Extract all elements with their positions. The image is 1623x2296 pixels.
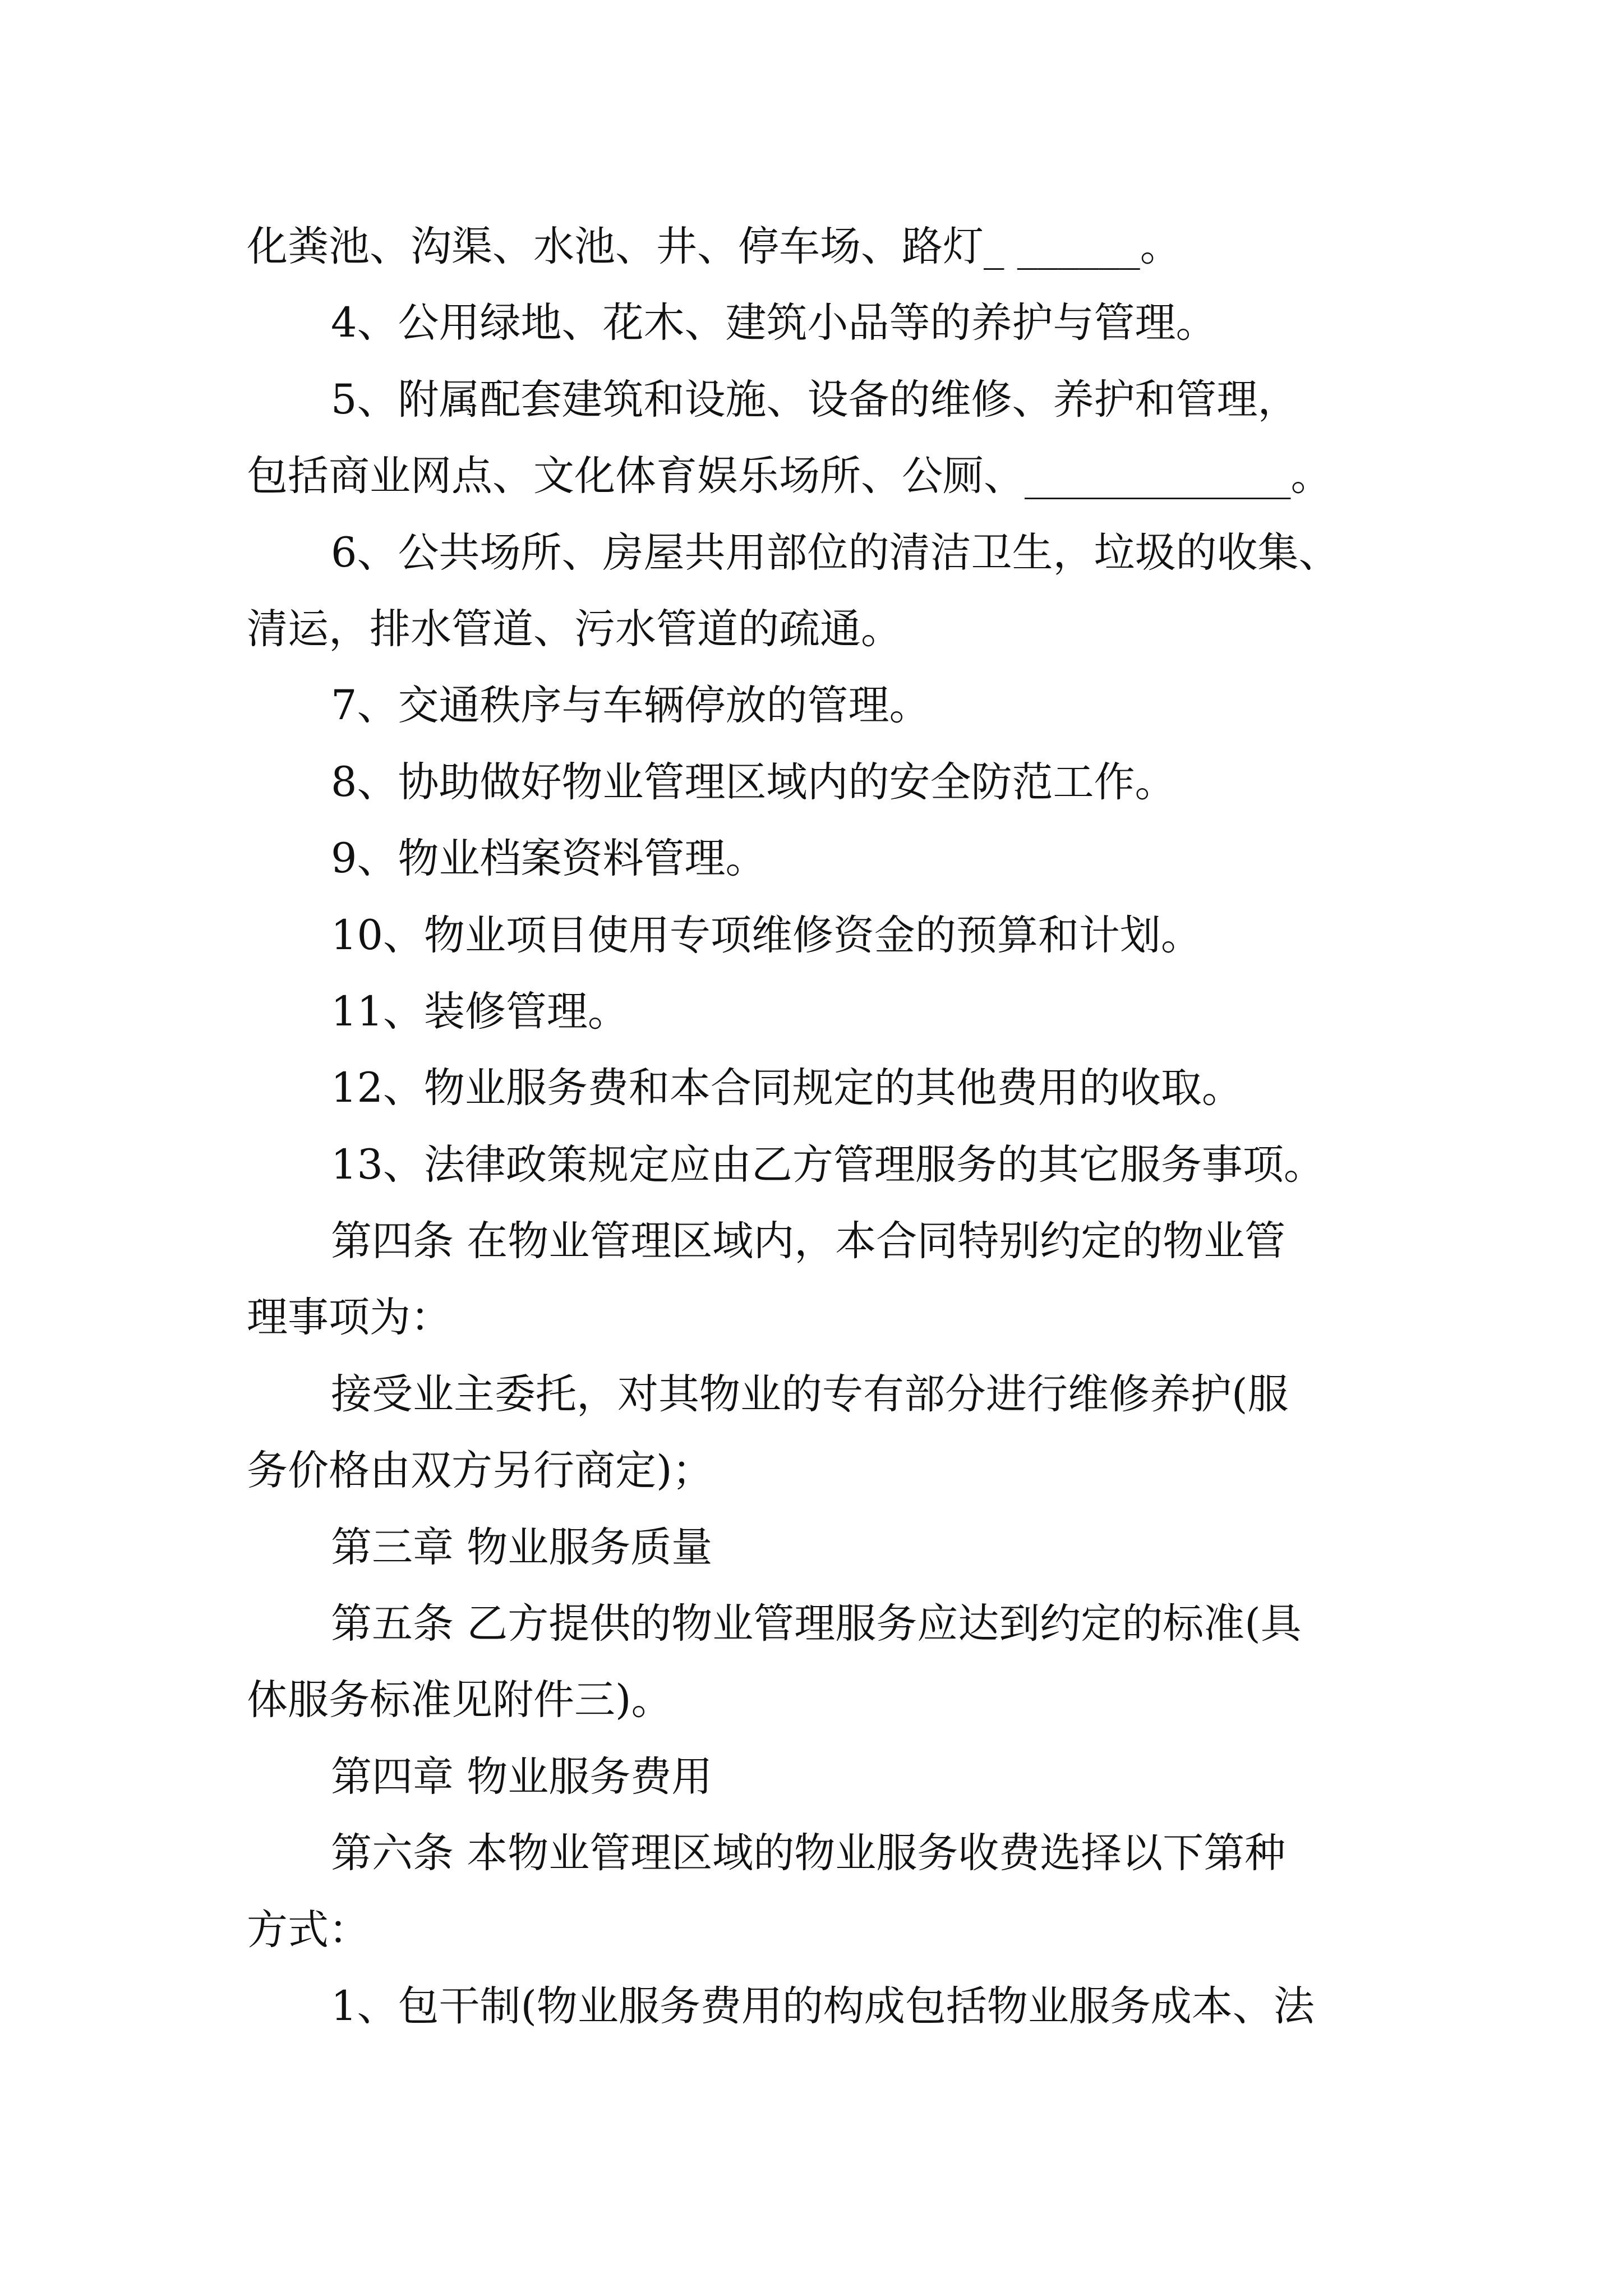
chapter-heading: 第三章 物业服务质量 [331,1523,713,1571]
text-line: 6、公共场所、房屋共用部位的清洁卫生，垃圾的收集、 [331,528,1340,577]
text-line: 方式： [247,1906,370,1954]
text-line: 理事项为： [247,1294,451,1342]
chapter-heading: 第四章 物业服务费用 [331,1752,713,1801]
text-line: 8、协助做好物业管理区域内的安全防范工作。 [331,758,1176,806]
text-line: 9、物业档案资料管理。 [331,835,767,883]
text-line: 1、包干制(物业服务费用的构成包括物业服务成本、法 [331,1982,1315,2030]
text-line: 5、附属配套建筑和设施、设备的维修、养护和管理， [331,375,1299,424]
text-line: 7、交通秩序与车辆停放的管理。 [331,682,930,730]
text-line: 4、公用绿地、花木、建筑小品等的养护与管理。 [331,299,1217,347]
text-line: 10、物业项目使用专项维修资金的预算和计划。 [331,911,1202,959]
contract-text-body [247,209,1396,2045]
text-line: 体服务标准见附件三)。 [247,1676,672,1724]
text-line: 务价格由双方另行商定)； [247,1447,713,1495]
text-line: 包括商业网点、文化体育娱乐场所、公厕、_____________。 [247,452,1332,500]
article-heading: 第四条 在物业管理区域内，本合同特别约定的物业管 [331,1217,1286,1266]
text-line: 11、装修管理。 [331,987,629,1036]
text-line: 12、物业服务费和本合同规定的其他费用的收取。 [331,1064,1243,1112]
article-heading: 第五条 乙方提供的物业管理服务应达到约定的标准(具 [331,1600,1302,1648]
text-line: 13、法律政策规定应由乙方管理服务的其它服务事项。 [331,1140,1325,1189]
article-heading: 第六条 本物业管理区域的物业服务收费选择以下第种 [331,1829,1286,1878]
text-line: 接受业主委托，对其物业的专有部分进行维修养护(服 [331,1370,1289,1418]
text-line: 化粪池、沟渠、水池、井、停车场、路灯_ ______。 [247,223,1181,270]
text-line: 清运，排水管道、污水管道的疏通。 [247,605,902,653]
